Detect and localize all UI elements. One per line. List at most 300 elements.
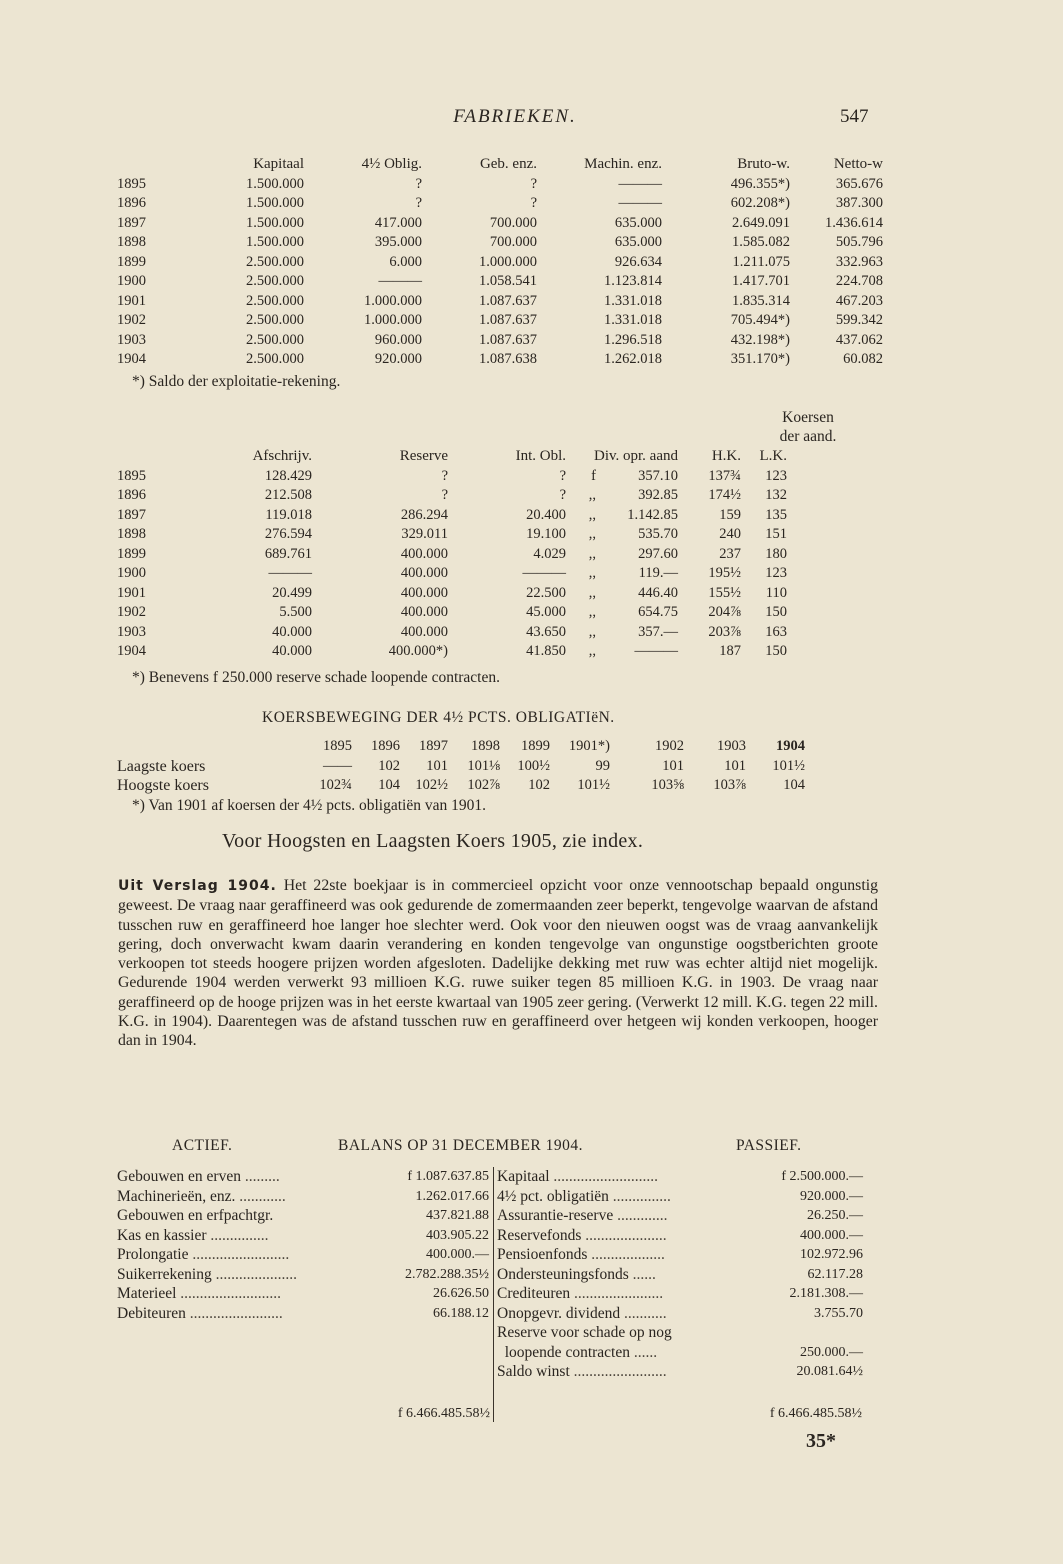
annual-report-paragraph — [118, 876, 878, 1051]
value-cell: 437.062 — [835, 331, 883, 348]
value-cell: 1.123.814 — [604, 273, 662, 289]
leader-dots: ............ — [239, 1187, 286, 1205]
balance-item — [117, 1245, 372, 1265]
value-cell: 400.000 — [400, 584, 448, 601]
balance-label: Machinerieën, enz. — [117, 1187, 236, 1205]
value-cell: 204⅞ — [708, 604, 741, 620]
col-reserve: Reserve — [399, 448, 448, 464]
value-cell: 100½ — [517, 757, 550, 774]
value-cell: 1.585.082 — [732, 234, 790, 250]
value-cell: 203⅞ — [708, 623, 741, 640]
value-cell: 22.500 — [526, 584, 566, 601]
table-row — [117, 623, 787, 643]
value-cell: 2.500.000 — [246, 312, 304, 328]
balance-item — [497, 1362, 752, 1382]
value-cell: 123 — [765, 565, 787, 581]
value-cell: 102 — [528, 777, 550, 793]
value-cell: 1.142.85 — [627, 506, 678, 523]
koers-label: Laagste koers — [117, 757, 206, 775]
balance-label: Reservefonds — [497, 1226, 582, 1244]
value-cell: 496.355*) — [730, 175, 790, 192]
balance-item — [497, 1343, 752, 1363]
balance-label: Crediteuren — [497, 1285, 571, 1302]
balance-item — [117, 1187, 372, 1207]
value-cell: 400.000 — [400, 545, 448, 562]
report-lead: Uit Verslag 1904. — [118, 878, 277, 894]
value-cell: ,, — [588, 545, 596, 562]
value-cell: 99 — [595, 757, 610, 774]
value-cell: 132 — [765, 487, 787, 503]
balance-amount: 3.755.70 — [814, 1305, 863, 1321]
balance-amount: 437.821.88 — [426, 1208, 489, 1223]
table-row — [117, 486, 787, 506]
year-cell: 1904 — [117, 351, 146, 367]
balance-amount: 250.000.— — [800, 1344, 863, 1360]
balance-label: Kas en kassier — [117, 1226, 207, 1244]
value-cell: 400.000 — [400, 623, 448, 640]
year-cell: 1902 — [117, 312, 146, 328]
leader-dots: ...... — [633, 1343, 658, 1361]
value-cell: 174½ — [708, 487, 741, 503]
year-cell: 1900 — [117, 565, 146, 581]
value-cell: 163 — [765, 623, 787, 640]
value-cell: ,, — [588, 506, 596, 523]
col-bruto: Bruto-w. — [737, 156, 790, 172]
value-cell: 20.499 — [272, 584, 312, 601]
balance-amount: 1.262.017.66 — [415, 1188, 489, 1204]
col-oblig: 4½ Oblig. — [361, 156, 422, 172]
balance-item — [117, 1206, 372, 1226]
col-netto: Netto-w — [833, 156, 883, 172]
balance-row — [497, 1265, 863, 1285]
col-dividend: Div. opr. aand — [593, 448, 678, 464]
table-row — [117, 525, 787, 545]
value-cell: 1.262.018 — [604, 351, 662, 367]
value-cell: 602.208*) — [730, 195, 790, 211]
value-cell: 1.087.638 — [479, 351, 537, 367]
year-cell: 1898 — [117, 234, 146, 250]
table-row — [117, 214, 883, 234]
value-cell: 365.676 — [835, 175, 883, 192]
year-cell: 1902 — [655, 738, 684, 754]
balance-item — [117, 1304, 372, 1324]
value-cell: 240 — [719, 526, 741, 542]
balance-amount: 920.000.— — [800, 1188, 863, 1204]
balance-row — [497, 1167, 863, 1187]
table-row — [117, 194, 883, 214]
balance-row — [497, 1362, 863, 1382]
leader-dots: ......... — [244, 1168, 280, 1185]
leader-dots: ......................... — [192, 1246, 290, 1263]
table-row — [117, 253, 883, 273]
balance-item — [497, 1304, 752, 1324]
year-cell: 1897 — [117, 506, 146, 523]
value-cell: ? — [559, 487, 566, 503]
table-row — [117, 564, 787, 584]
balance-item — [117, 1226, 372, 1246]
value-cell: ? — [530, 175, 537, 192]
value-cell: 599.342 — [835, 312, 883, 328]
balance-row — [497, 1245, 863, 1265]
value-cell: 43.650 — [526, 623, 566, 640]
value-cell: 705.494*) — [730, 312, 790, 328]
value-cell: 128.429 — [264, 467, 312, 484]
value-cell: 40.000 — [272, 623, 312, 640]
col-year — [117, 155, 162, 175]
table-row — [117, 584, 787, 604]
capital-table-header — [117, 155, 883, 175]
balance-label: 4½ pct. obligatiën — [497, 1187, 609, 1205]
value-cell: 1.331.018 — [604, 292, 662, 309]
balance-item — [497, 1226, 752, 1246]
balance-amount: f 1.087.637.85 — [407, 1169, 489, 1184]
value-cell: 1.000.000 — [364, 292, 422, 309]
value-cell: ,, — [588, 643, 596, 659]
value-cell: —— — [323, 757, 352, 774]
value-cell: 102¾ — [319, 777, 352, 793]
value-cell: 45.000 — [526, 604, 566, 620]
table-row — [117, 642, 787, 662]
value-cell: 395.000 — [374, 234, 422, 250]
value-cell: ? — [559, 467, 566, 484]
table-row — [117, 545, 787, 565]
koers-label: Hoogste koers — [117, 777, 209, 794]
koersbeweging-body — [117, 737, 805, 796]
balance-item — [497, 1245, 752, 1265]
balance-row — [497, 1284, 863, 1304]
balans-title: BALANS OP 31 DECEMBER 1904. — [338, 1137, 584, 1154]
balance-label: Materieel — [117, 1285, 177, 1302]
year-cell: 1895 — [117, 175, 146, 192]
value-cell: 297.60 — [638, 545, 678, 562]
value-cell: ,, — [588, 565, 596, 581]
value-cell: 41.850 — [526, 643, 566, 659]
capital-table — [117, 155, 883, 370]
col-afschrijv: Afschrijv. — [252, 448, 312, 464]
value-cell: 212.508 — [264, 487, 312, 503]
balance-amount: 400.000.— — [426, 1247, 489, 1262]
signature-mark: 35* — [806, 1430, 836, 1452]
value-cell: 1.087.637 — [479, 331, 537, 348]
value-cell: 19.100 — [526, 526, 566, 542]
value-cell: 535.70 — [638, 526, 678, 542]
balance-amount: 102.972.96 — [800, 1247, 863, 1262]
total-passief: f 6.466.485.58½ — [769, 1406, 862, 1421]
reserve-table-header — [117, 447, 787, 467]
running-title: FABRIEKEN. — [453, 106, 577, 127]
balance-row — [497, 1323, 863, 1343]
year-cell: 1896 — [117, 195, 146, 211]
value-cell: 101 — [426, 757, 448, 774]
value-cell: ——— — [522, 565, 566, 581]
balance-row — [497, 1343, 863, 1363]
balance-row — [497, 1304, 863, 1324]
value-cell: 387.300 — [835, 195, 883, 211]
balance-item — [117, 1284, 372, 1304]
leader-dots: .......................... — [180, 1285, 282, 1302]
reserve-table-body — [117, 467, 787, 662]
value-cell: 187 — [719, 643, 741, 659]
table-row — [117, 311, 883, 331]
value-cell: 2.500.000 — [246, 292, 304, 309]
leader-dots: ...... — [632, 1265, 656, 1283]
table-row — [117, 233, 883, 253]
value-cell: 40.000 — [272, 643, 312, 659]
value-cell: ,, — [588, 604, 596, 620]
koers-row — [117, 776, 805, 796]
value-cell: ? — [441, 467, 448, 484]
leader-dots: ........................ — [573, 1363, 667, 1380]
value-cell: 1.500.000 — [246, 175, 304, 192]
year-cell: 1898 — [117, 526, 146, 542]
value-cell: 1.436.614 — [825, 214, 883, 231]
koers-row — [117, 757, 805, 777]
balance-amount: 400.000.— — [800, 1227, 863, 1243]
balance-amount: 2.181.308.— — [789, 1286, 863, 1301]
table-row — [117, 350, 883, 370]
balance-label: Onopgevr. dividend — [497, 1304, 621, 1322]
actief-label: ACTIEF. — [172, 1137, 233, 1154]
balance-item — [497, 1323, 752, 1343]
value-cell: ? — [415, 175, 422, 192]
year-cell: 1896 — [117, 487, 146, 503]
year-cell: 1897 — [419, 738, 448, 754]
value-cell: ——— — [268, 565, 312, 581]
col-int-obl: Int. Obl. — [515, 448, 566, 464]
value-cell: ? — [415, 195, 422, 211]
value-cell: 357.— — [638, 623, 678, 640]
balans-divider — [493, 1167, 494, 1422]
value-cell: 101⅛ — [467, 757, 500, 774]
table-row — [117, 467, 787, 487]
balance-item — [117, 1167, 372, 1187]
value-cell: 137¾ — [708, 467, 741, 484]
koersen-header-line1: Koersen — [782, 409, 834, 426]
value-cell: 224.708 — [835, 273, 883, 289]
value-cell: 2.649.091 — [732, 214, 790, 231]
value-cell: 104 — [783, 777, 805, 793]
year-cell: 1901 — [117, 292, 146, 309]
value-cell: ,, — [588, 623, 596, 640]
year-cell: 1903 — [717, 738, 746, 754]
leader-dots: ........................ — [189, 1304, 283, 1322]
year-cell: 1904 — [776, 738, 805, 754]
blank-cell — [117, 737, 267, 757]
value-cell: 2.500.000 — [246, 273, 304, 289]
year-cell: 1898 — [471, 738, 500, 754]
value-cell: 150 — [765, 643, 787, 659]
value-cell: 1.417.701 — [732, 273, 790, 289]
table-row — [117, 272, 883, 292]
balance-label: Gebouwen en erven — [117, 1168, 241, 1185]
balance-amount: 26.250.— — [807, 1208, 863, 1223]
index-note: Voor Hoogsten en Laagsten Koers 1905, zie index. — [222, 830, 644, 852]
leader-dots: ................... — [591, 1246, 665, 1263]
table-row — [117, 292, 883, 312]
year-cell: 1904 — [117, 643, 146, 659]
value-cell: 1.500.000 — [246, 234, 304, 250]
year-cell: 1896 — [371, 738, 400, 754]
balance-row — [497, 1226, 863, 1246]
balance-amount: 20.081.64½ — [796, 1364, 863, 1379]
balance-label: Suikerrekening — [117, 1265, 212, 1283]
total-actief: f 6.466.485.58½ — [397, 1406, 490, 1421]
balance-row — [117, 1245, 489, 1265]
page-number: 547 — [840, 106, 869, 127]
year-cell: 1903 — [117, 623, 146, 640]
year-cell: 1899 — [117, 253, 146, 270]
balance-label: Debiteuren — [117, 1304, 186, 1322]
table-row — [117, 603, 787, 623]
col-year — [117, 447, 162, 467]
value-cell: ——— — [378, 273, 422, 289]
value-cell: 467.203 — [835, 292, 883, 309]
balance-label: Pensioenfonds — [497, 1246, 588, 1263]
footnote-saldo: *) Saldo der exploitatie-rekening. — [132, 373, 341, 390]
table-row — [117, 175, 883, 195]
value-cell: 123 — [765, 467, 787, 484]
balance-amount: f 2.500.000.— — [781, 1169, 863, 1184]
value-cell: 2.500.000 — [246, 331, 304, 348]
table-row — [117, 331, 883, 351]
balance-item — [497, 1187, 752, 1207]
leader-dots: ............... — [210, 1226, 269, 1244]
value-cell: 276.594 — [264, 526, 312, 542]
value-cell: 357.10 — [638, 467, 678, 484]
value-cell: 400.000*) — [388, 643, 448, 659]
value-cell: 960.000 — [374, 331, 422, 348]
value-cell: 20.400 — [526, 506, 566, 523]
value-cell: 101 — [724, 757, 746, 774]
value-cell: 104 — [378, 777, 400, 793]
leader-dots: ............. — [617, 1207, 668, 1224]
value-cell: ,, — [588, 584, 596, 601]
value-cell: 1.296.518 — [604, 331, 662, 348]
value-cell: 60.082 — [843, 351, 883, 367]
koersbeweging-table — [117, 737, 805, 796]
passief-label: PASSIEF. — [736, 1137, 802, 1154]
leader-dots: ........... — [624, 1304, 667, 1322]
leader-dots: ............... — [612, 1187, 671, 1205]
balance-row — [117, 1304, 489, 1324]
value-cell: 2.500.000 — [246, 253, 304, 270]
value-cell: 1.058.541 — [479, 273, 537, 289]
value-cell: 101 — [662, 757, 684, 774]
balance-amount — [752, 1323, 863, 1343]
value-cell: 286.294 — [400, 506, 448, 523]
value-cell: 1.331.018 — [604, 312, 662, 328]
value-cell: 654.75 — [638, 604, 678, 620]
value-cell: 392.85 — [638, 487, 678, 503]
value-cell: ——— — [618, 175, 662, 192]
year-cell: 1901*) — [568, 738, 610, 754]
koersen-header-line2: der aand. — [779, 428, 837, 445]
year-cell: 1897 — [117, 214, 146, 231]
value-cell: 102⅞ — [467, 777, 500, 793]
value-cell: 1.835.314 — [732, 292, 790, 309]
value-cell: 635.000 — [614, 234, 662, 250]
value-cell: 689.761 — [264, 545, 312, 562]
balance-amount: 403.905.22 — [426, 1227, 489, 1243]
value-cell: ? — [441, 487, 448, 503]
value-cell: ,, — [588, 526, 596, 542]
value-cell: 119.— — [638, 565, 678, 581]
year-cell: 1899 — [521, 738, 550, 754]
balance-label: Reserve voor schade op nog — [497, 1324, 672, 1341]
reserve-table — [117, 447, 787, 662]
value-cell: 4.029 — [533, 545, 566, 562]
value-cell: ——— — [634, 643, 678, 659]
balance-row — [117, 1226, 489, 1246]
balance-item — [497, 1284, 752, 1304]
value-cell: 110 — [765, 584, 787, 601]
report-text: Het 22ste boekjaar is in commercieel opzicht voor onze vennootschap bepaald ongunstig geweest. De vraag naar geraffineerd was ook gedurende de zomermaanden zeer beperkt, tengevolge waarvan de afstand tusschen ruw en geraffineerd hoe langer hoe slechter werd. Ook voor den nieuwen oogst was de vraag aanvankelijk gering, doch onverwacht kwam daarin verandering en konden tengevolge van ongunstige oogstberichten groote verkoopen tot steeds hoogere prijzen worden afgesloten. Dadelijke dekking met ruw was echter altijd niet mogelijk. Gedurende 1904 werden verwerkt 93 millioen K.G. ruwe suiker tegen 85 millioen K.G. in 1903. De vraag naar geraffineerd op de hooge prijzen was in het eerste kwartaal van 1905 zeer gering. (Verwerkt 12 mill. K.G. tegen 22 mill. K.G. in 1904). Daarentegen was de afstand tusschen ruw en geraffineerd over hetgeen wij konden verkoopen, hooger dan in 1904. — [118, 877, 878, 1050]
col-hk: H.K. — [711, 448, 741, 464]
value-cell: 505.796 — [835, 234, 883, 250]
balans-passief — [497, 1167, 863, 1382]
value-cell: 151 — [765, 526, 787, 542]
balance-row — [117, 1206, 489, 1226]
balance-amount: 26.626.50 — [433, 1286, 489, 1301]
year-cell: 1901 — [117, 584, 146, 601]
value-cell: 2.500.000 — [246, 351, 304, 367]
balance-item — [497, 1206, 752, 1226]
balance-row — [497, 1206, 863, 1226]
value-cell: 635.000 — [614, 214, 662, 231]
balance-amount: 2.782.288.35½ — [405, 1266, 489, 1282]
balance-item — [497, 1265, 752, 1285]
value-cell: ,, — [588, 487, 596, 503]
value-cell: 700.000 — [489, 214, 537, 231]
value-cell: 195½ — [708, 565, 741, 581]
value-cell: 119.018 — [265, 506, 312, 523]
col-geb: Geb. enz. — [479, 156, 537, 172]
value-cell: 332.963 — [835, 253, 883, 270]
koersbeweging-title: KOERSBEWEGING DER 4½ PCTS. OBLIGATIëN. — [262, 709, 615, 726]
col-kapitaal: Kapitaal — [253, 156, 304, 172]
koers-years-row — [117, 737, 805, 757]
value-cell: 5.500 — [279, 604, 312, 620]
leader-dots: ..................... — [215, 1265, 297, 1283]
balance-label: loopende contracten — [497, 1343, 630, 1361]
leader-dots: ..................... — [585, 1226, 667, 1244]
year-cell: 1895 — [117, 467, 146, 484]
value-cell: 700.000 — [489, 234, 537, 250]
footnote-koersen: *) Van 1901 af koersen der 4½ pcts. obligatiën van 1901. — [132, 797, 486, 814]
balance-label: Kapitaal — [497, 1168, 550, 1185]
balance-item — [117, 1265, 372, 1285]
value-cell: 1.000.000 — [479, 253, 537, 270]
year-cell: 1895 — [323, 738, 352, 754]
value-cell: 180 — [765, 545, 787, 562]
value-cell: 135 — [765, 506, 787, 523]
value-cell: 1.211.075 — [732, 253, 790, 270]
value-cell: 1.087.637 — [479, 292, 537, 309]
value-cell: 159 — [719, 506, 741, 523]
col-lk: L.K. — [759, 448, 787, 464]
balance-row — [117, 1167, 489, 1187]
balance-row — [117, 1265, 489, 1285]
value-cell: 1.087.637 — [479, 312, 537, 328]
leader-dots: ........................... — [553, 1168, 659, 1185]
value-cell: f — [591, 467, 596, 484]
balance-row — [497, 1187, 863, 1207]
value-cell: 103⅞ — [713, 777, 746, 793]
value-cell: 237 — [719, 545, 741, 562]
year-cell: 1899 — [117, 545, 146, 562]
balance-label: Ondersteuningsfonds — [497, 1265, 629, 1283]
value-cell: 102 — [378, 757, 400, 774]
